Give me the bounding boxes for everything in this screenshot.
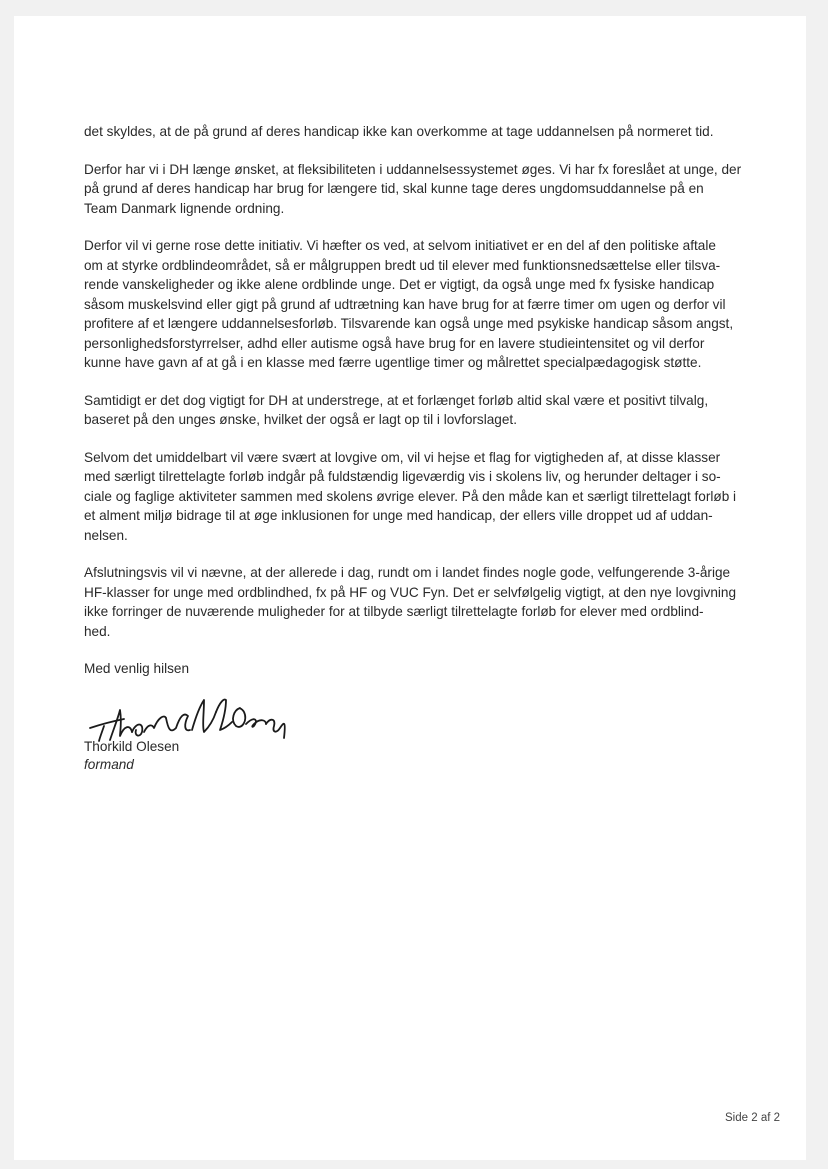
text-line: på grund af deres handicap har brug for længere tid, skal kunne tage deres ungdomsuddannelse på en bbox=[84, 181, 704, 196]
paragraph bbox=[84, 391, 754, 430]
letter-page bbox=[14, 16, 806, 1160]
text-line: profitere af et længere uddannelsesforløb. Tilsvarende kan også unge med psykiske handicap såsom angst, bbox=[84, 316, 734, 331]
text-line: om at styrke ordblindeområdet, så er målgruppen bredt ud til elever med funktionsnedsættelse eller tilsva- bbox=[84, 257, 721, 273]
paragraph bbox=[84, 448, 754, 546]
closing-line: Med venlig hilsen bbox=[84, 661, 190, 676]
paragraph bbox=[84, 236, 754, 373]
text-line: det skyldes, at de på grund af deres handicap ikke kan overkomme at tage uddannelsen på normeret tid. bbox=[84, 124, 714, 139]
paragraph bbox=[84, 563, 754, 641]
signer-name: Thorkild Olesen bbox=[84, 739, 180, 754]
signer-block bbox=[84, 738, 179, 774]
text-line: et alment miljø bidrage til at øge inklusionen for unge med handicap, der ellers ville droppet ud af uddan- bbox=[84, 508, 713, 523]
paragraph bbox=[84, 122, 754, 142]
text-line: ciale og faglige aktiviteter sammen med skolens øvrige elever. På den måde kan et særligt tilrettelagt forløb i bbox=[84, 488, 737, 504]
text-line: såsom muskelsvind eller gigt på grund af udtrætning kan have brug for at færre timer om ugen og derfor vil bbox=[84, 296, 726, 312]
text-line: med særligt tilrettelagte forløb indgår på fuldstændig ligeværdig vis i skolens liv, og herunder deltager i so- bbox=[84, 469, 721, 484]
page-number: Side 2 af 2 bbox=[725, 1112, 780, 1124]
text-line: Derfor har vi i DH længe ønsket, at fleksibiliteten i uddannelsessystemet øges. Vi har fx foreslået at unge, der bbox=[84, 161, 742, 177]
letter-body bbox=[84, 122, 754, 679]
text-line: HF-klasser for unge med ordblindhed, fx på HF og VUC Fyn. Det er selvfølgelig vigtigt, at den nye lovgivning bbox=[84, 584, 737, 600]
text-line: Samtidigt er det dog vigtigt for DH at understrege, at et forlænget forløb altid skal være et positivt tilvalg, bbox=[84, 392, 709, 408]
text-line: personlighedsforstyrrelser, adhd eller autisme også have brug for en lavere studieintensitet og vil derfor bbox=[84, 335, 705, 351]
text-line: ikke forringer de nuværende muligheder for at tilbyde særligt tilrettelagte forløb for elever med ordblind- bbox=[84, 604, 704, 619]
text-line: Team Danmark lignende ordning. bbox=[84, 200, 285, 216]
text-line: rende vanskeligheder og ikke alene ordblinde unge. Det er vigtigt, da også unge med fx fysiske handicap bbox=[84, 277, 715, 292]
paragraph bbox=[84, 160, 754, 219]
signer-title: formand bbox=[84, 757, 134, 772]
text-line: Selvom det umiddelbart vil være svært at lovgive om, vil vi hejse et flag for vigtigheden af, at disse klasser bbox=[84, 449, 721, 465]
text-line: nelsen. bbox=[84, 527, 128, 543]
text-line: baseret på den unges ønske, hvilket der også er lagt op til i lovforslaget. bbox=[84, 412, 517, 427]
text-line: kunne have gavn af at gå i en klasse med færre ugentlige timer og målrettet specialpædagogisk støtte. bbox=[84, 355, 702, 370]
text-line: hed. bbox=[84, 623, 111, 639]
handwritten-signature bbox=[80, 688, 290, 744]
paragraph-list bbox=[84, 122, 754, 641]
text-line: Derfor vil vi gerne rose dette initiativ. Vi hæfter os ved, at selvom initiativet er en del af den politiske aftale bbox=[84, 238, 716, 253]
signature-caption: Thorkild Olesen bbox=[80, 688, 88, 689]
text-line: Afslutningsvis vil vi nævne, at der allerede i dag, rundt om i landet findes nogle gode, velfungerende 3-årige bbox=[84, 565, 731, 580]
